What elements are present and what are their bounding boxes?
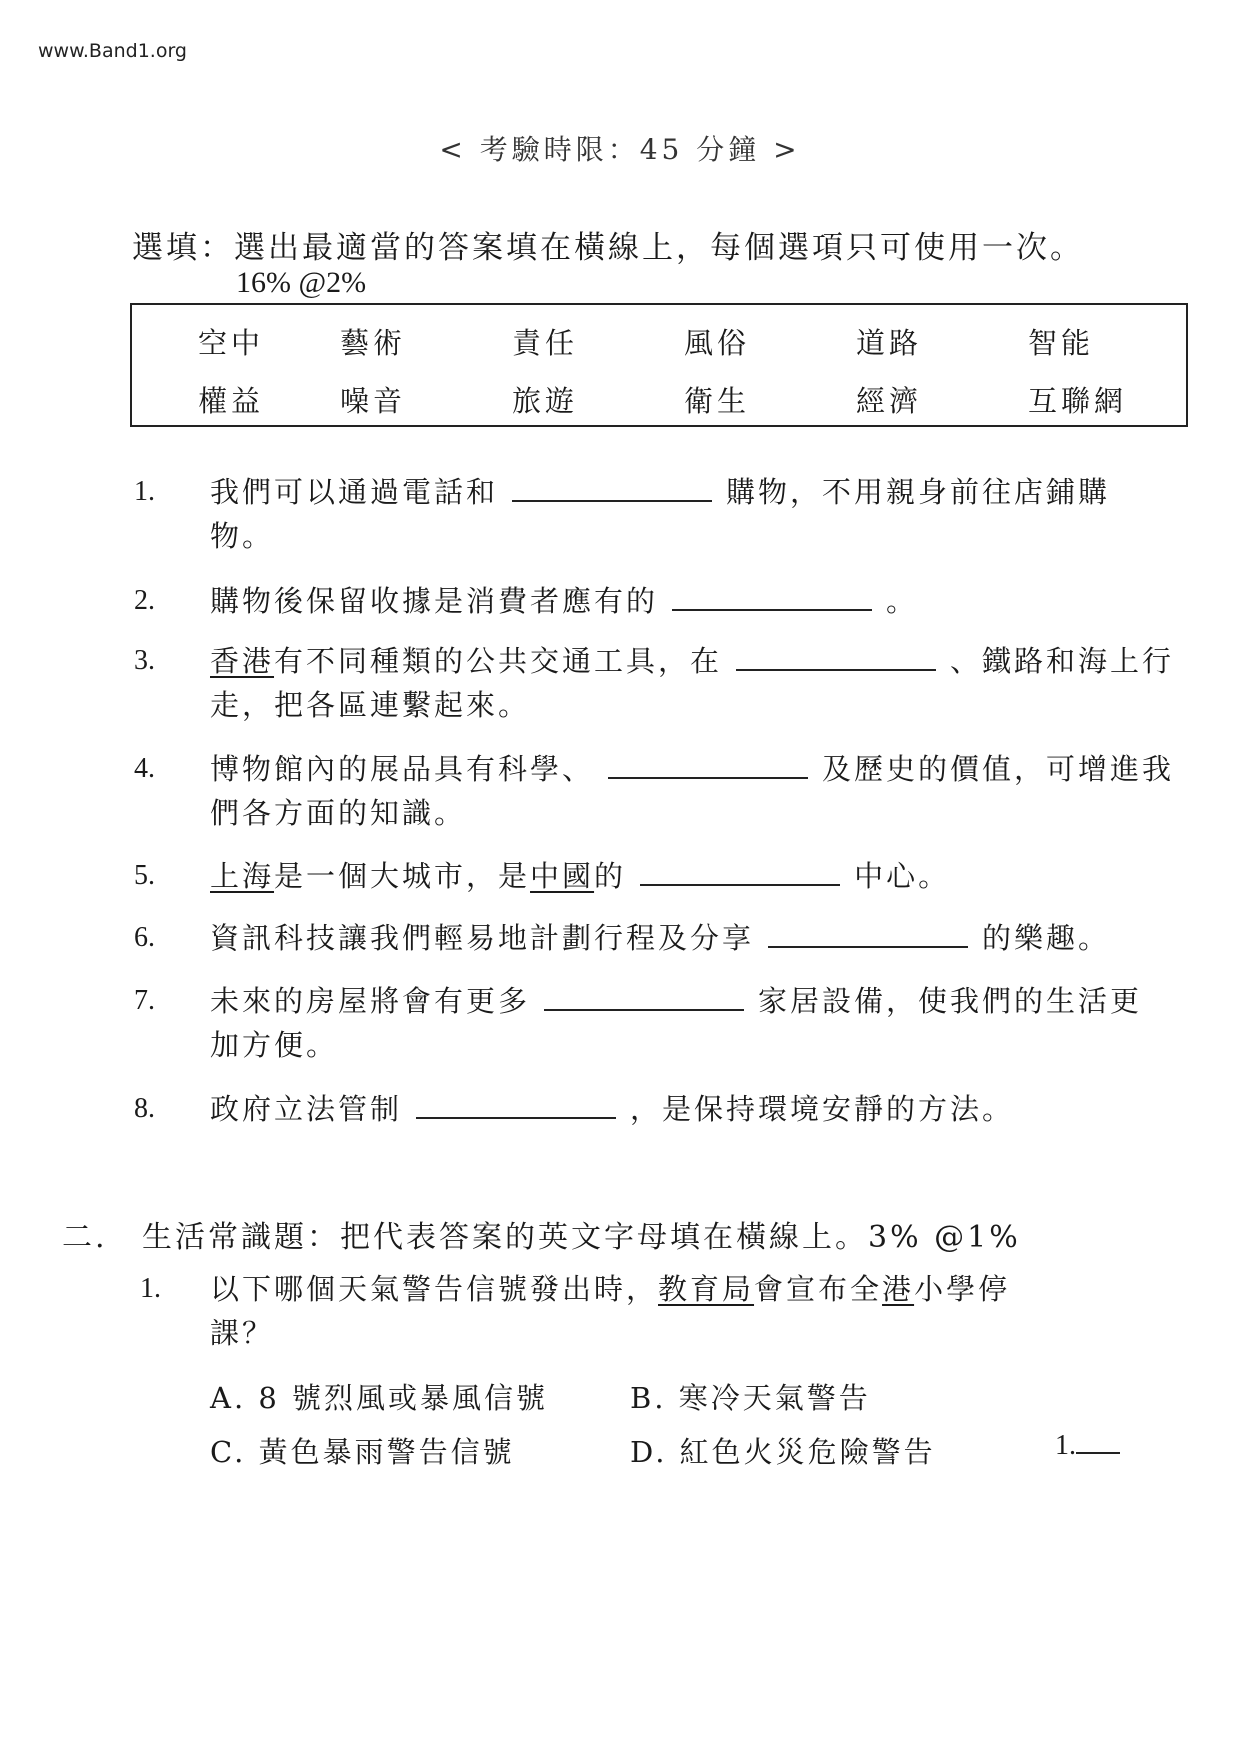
word-bank-item: 藝術 <box>340 326 407 360</box>
question-text: 家居設備，使我們的生活更 <box>758 984 1143 1018</box>
question-text: 的樂趣。 <box>982 921 1111 955</box>
question-number: 4. <box>134 753 155 784</box>
answer-blank[interactable] <box>640 860 840 886</box>
question-text: 及歷史的價值，可增進我 <box>822 752 1175 786</box>
question-text: 的 <box>594 859 627 893</box>
question-text: 們各方面的知識。 <box>210 796 467 830</box>
question-text: ，是保持環境安靜的方法。 <box>630 1092 1015 1126</box>
question-text: 小學停 <box>914 1272 1011 1306</box>
question-text: 加方便。 <box>210 1028 339 1062</box>
word-bank-item: 智能 <box>1028 326 1095 360</box>
place-name: 上海 <box>210 859 275 893</box>
question-number: 7. <box>134 985 155 1016</box>
word-bank-item: 空中 <box>198 326 265 360</box>
question-6 <box>210 916 1110 960</box>
answer-line[interactable] <box>1076 1432 1120 1454</box>
question-number: 8. <box>134 1093 155 1124</box>
answer-blank[interactable] <box>544 985 744 1011</box>
answer-blank[interactable] <box>512 476 712 502</box>
question-3 <box>210 639 1174 727</box>
question-8 <box>210 1087 1014 1131</box>
section2-question-1 <box>210 1267 1010 1355</box>
answer-blank[interactable] <box>608 753 808 779</box>
organization-name: 教育局 <box>658 1272 755 1306</box>
question-text: 博物館內的展品具有科學、 <box>210 752 595 786</box>
watermark: www.Band1.org <box>38 40 187 62</box>
answer-blank[interactable] <box>768 922 968 948</box>
question-text: 以下哪個天氣警告信號發出時， <box>210 1272 659 1306</box>
question-text: 購物，不用親身前往店鋪購 <box>726 475 1111 509</box>
section2-title: 生活常識題：把代表答案的英文字母填在橫線上。3% @1% <box>142 1220 1021 1255</box>
answer-label: 1. <box>1055 1430 1076 1461</box>
question-text: 政府立法管制 <box>210 1092 403 1126</box>
question-number: 5. <box>134 860 155 891</box>
country-name: 中國 <box>530 859 595 893</box>
place-name: 香港 <box>210 644 275 678</box>
question-number: 3. <box>134 645 155 676</box>
question-text: 有不同種類的公共交通工具，在 <box>274 644 723 678</box>
question-text: 未來的房屋將會有更多 <box>210 984 531 1018</box>
word-bank-item: 衛生 <box>684 384 751 418</box>
question-number: 1. <box>140 1273 161 1304</box>
question-4 <box>210 747 1174 835</box>
option-c: C. 黃色暴雨警告信號 <box>210 1435 515 1469</box>
answer-blank[interactable] <box>416 1093 616 1119</box>
time-limit: < 考驗時限：45 分鐘 > <box>439 133 801 166</box>
question-2 <box>210 579 918 623</box>
word-bank-item: 風俗 <box>684 326 751 360</box>
question-7 <box>210 979 1142 1067</box>
word-bank-item: 責任 <box>512 326 579 360</box>
question-text: 走，把各區連繫起來。 <box>210 688 531 722</box>
question-text: 物。 <box>210 519 275 553</box>
word-bank-box <box>130 303 1188 427</box>
question-text: 購物後保留收據是消費者應有的 <box>210 584 659 618</box>
question-text: 是一個大城市，是 <box>274 859 531 893</box>
question-text: 中心。 <box>854 859 951 893</box>
option-d: D. 紅色火災危險警告 <box>630 1435 936 1469</box>
question-text: 會宣布全 <box>754 1272 883 1306</box>
question-5 <box>210 854 950 898</box>
word-bank-item: 旅遊 <box>512 384 579 418</box>
section1-score: 16% @2% <box>236 266 367 299</box>
question-text: 、鐵路和海上行 <box>950 644 1175 678</box>
place-name: 港 <box>882 1272 915 1306</box>
section2-label: 二. <box>62 1220 108 1255</box>
word-bank-item: 經濟 <box>856 384 923 418</box>
question-1 <box>210 470 1110 558</box>
answer-slot <box>1055 1430 1120 1462</box>
question-text: 。 <box>886 584 919 618</box>
answer-blank[interactable] <box>736 645 936 671</box>
question-text: 我們可以通過電話和 <box>210 475 499 509</box>
option-b: B. 寒冷天氣警告 <box>630 1381 871 1415</box>
word-bank-item: 互聯網 <box>1028 384 1128 418</box>
word-bank-item: 道路 <box>856 326 923 360</box>
question-text: 資訊科技讓我們輕易地計劃行程及分享 <box>210 921 755 955</box>
section1-title: 選填：選出最適當的答案填在橫線上，每個選項只可使用一次。 <box>132 230 1084 266</box>
question-number: 6. <box>134 922 155 953</box>
option-a: A. 8 號烈風或暴風信號 <box>210 1381 549 1415</box>
word-bank-item: 噪音 <box>340 384 407 418</box>
question-number: 2. <box>134 585 155 616</box>
question-number: 1. <box>134 476 155 507</box>
answer-blank[interactable] <box>672 585 872 611</box>
word-bank-item: 權益 <box>198 384 265 418</box>
question-text: 課？ <box>210 1316 275 1350</box>
